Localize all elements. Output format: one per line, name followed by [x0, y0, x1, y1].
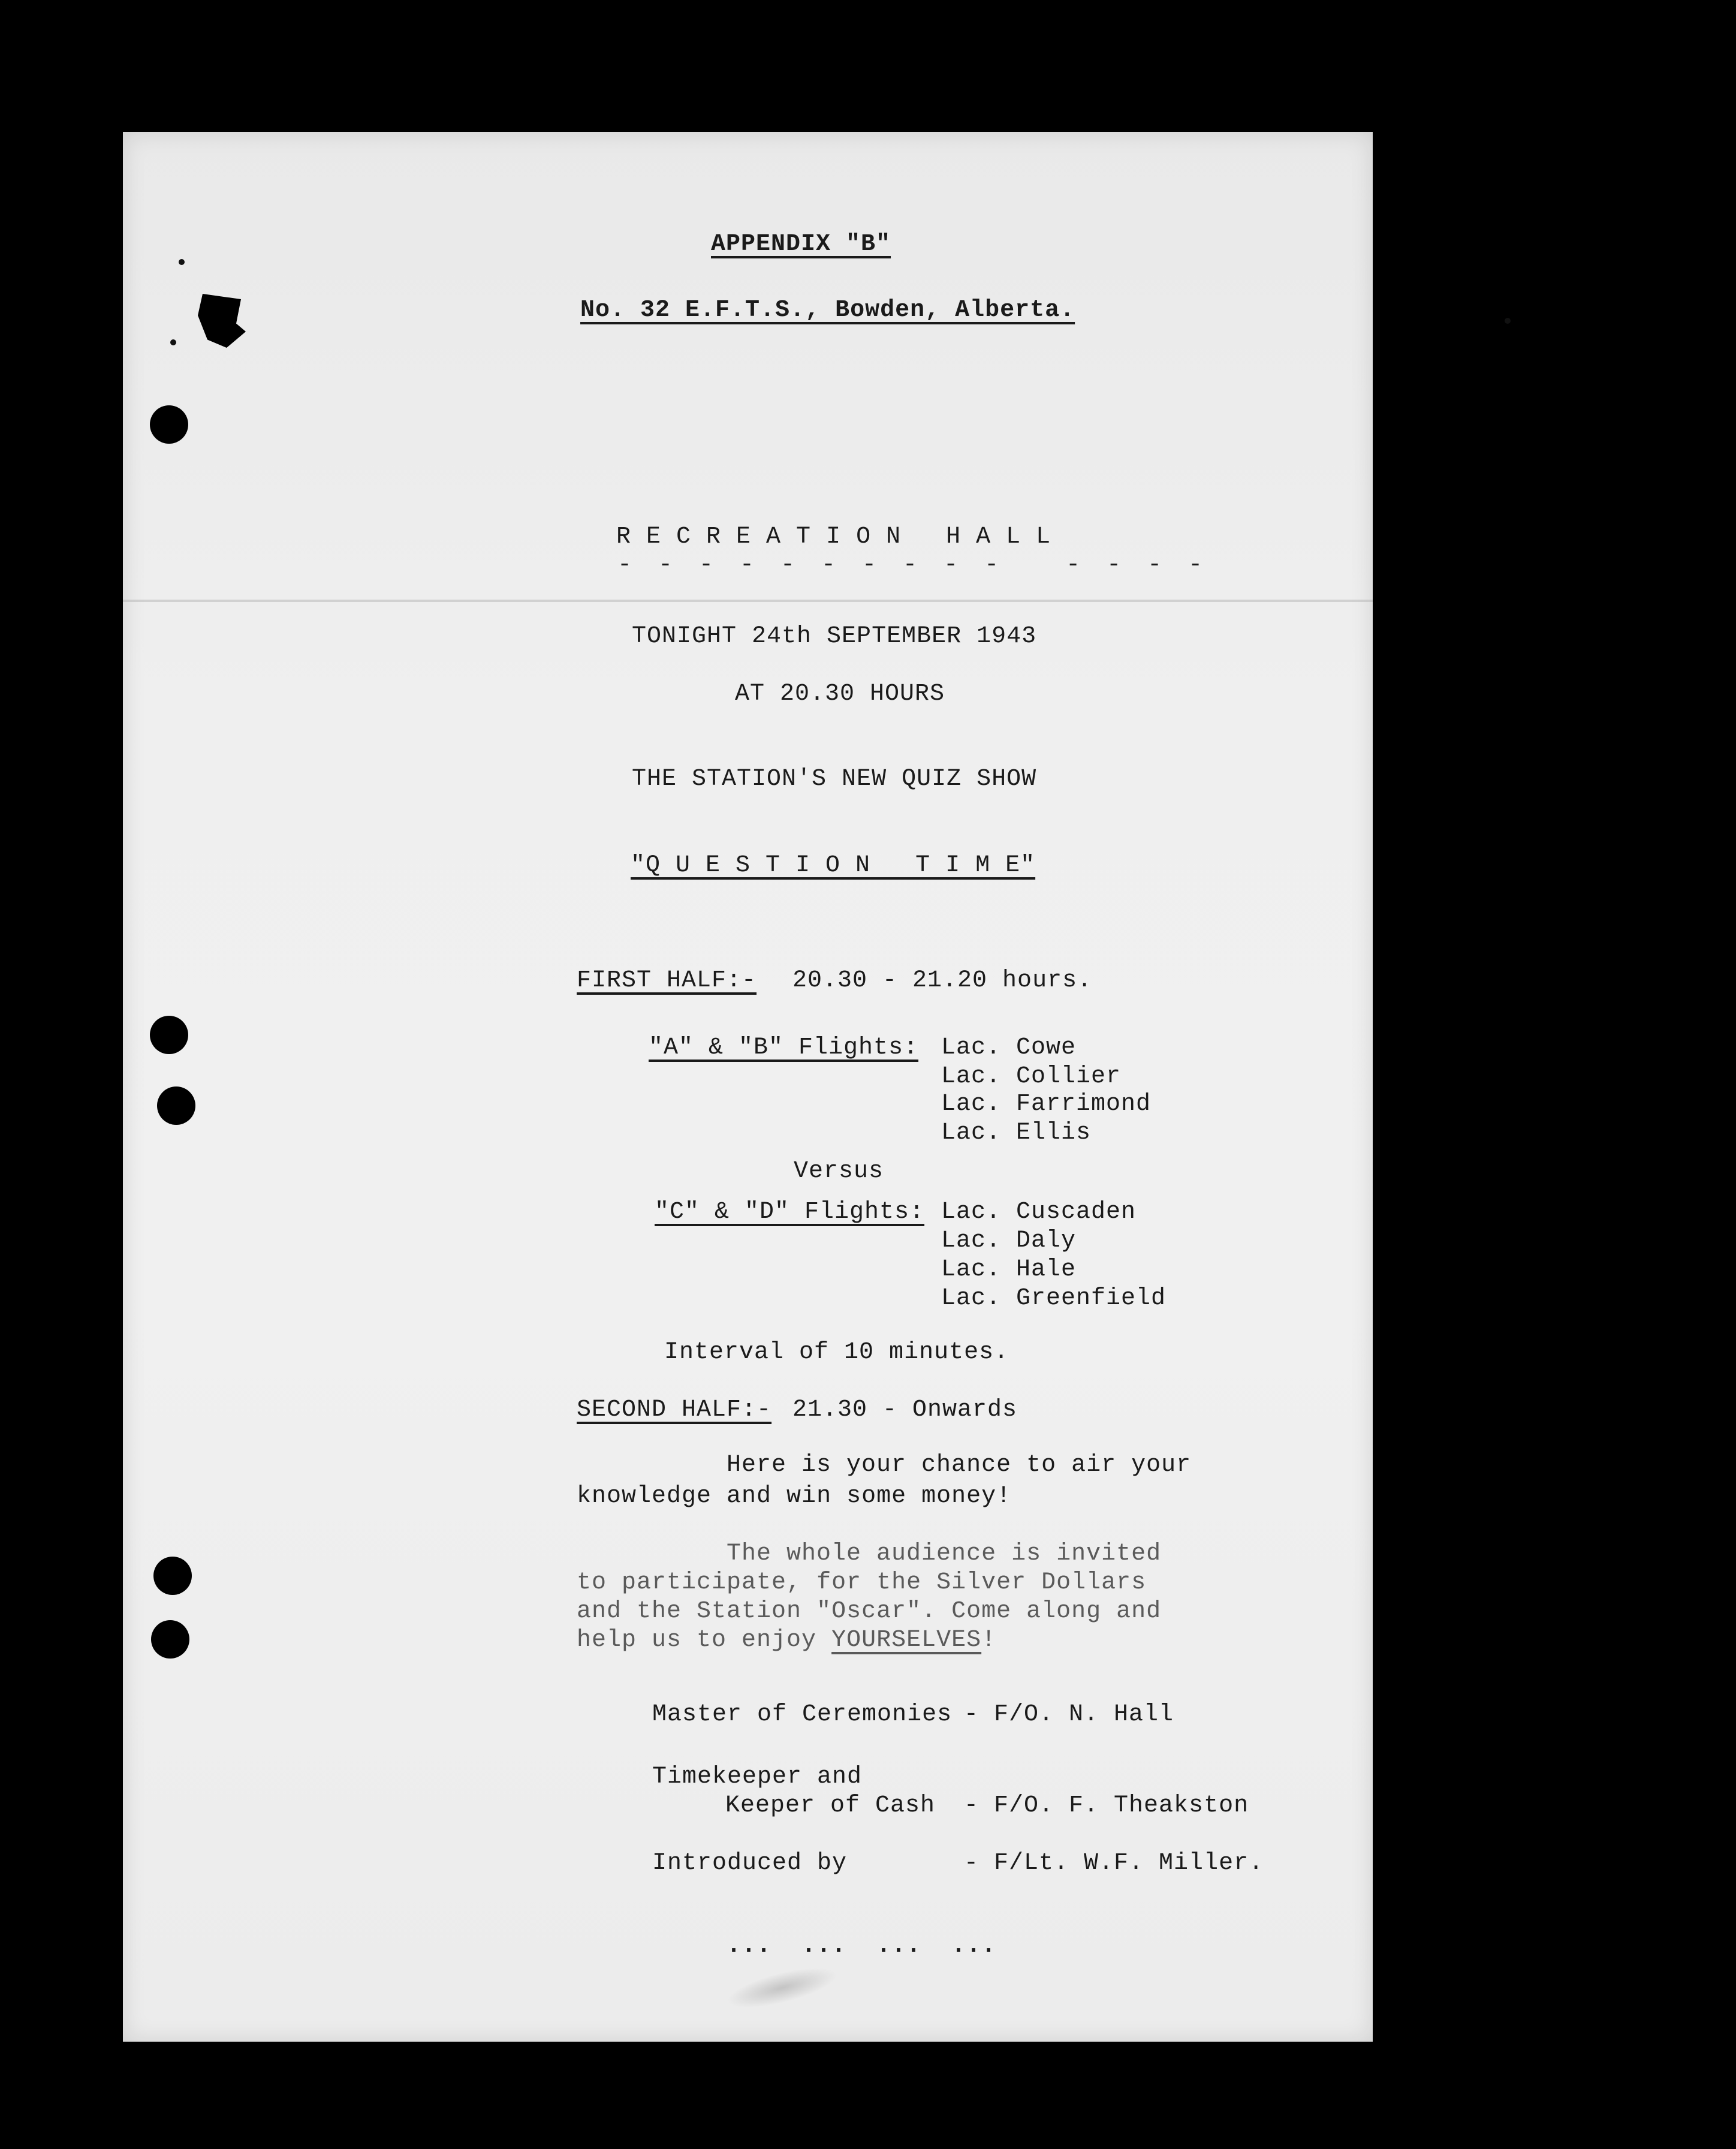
team-a-member: Lac. Farrimond [941, 1091, 1152, 1118]
credit-role: Timekeeper and [652, 1763, 863, 1790]
venue-underline: - - - - - - - - - - - - - - [617, 552, 1209, 579]
punch-hole [153, 1557, 192, 1595]
credit-role: Master of Ceremonies [652, 1701, 953, 1728]
appendix-heading: APPENDIX "B" [711, 231, 891, 258]
second-half-time: 21.30 - Onwards [792, 1396, 1018, 1423]
credit-role: Introduced by [652, 1850, 848, 1877]
punch-hole [150, 1016, 188, 1054]
event-time: AT 20.30 HOURS [735, 681, 945, 708]
credit-name: - F/Lt. W.F. Miller. [964, 1850, 1264, 1877]
emphasis-text: YOURSELVES [831, 1627, 982, 1654]
team-b-label: "C" & "D" Flights: [655, 1199, 925, 1226]
page-fold-line [123, 600, 1373, 602]
versus-label: Versus [794, 1158, 884, 1185]
credit-name: - F/O. N. Hall [964, 1701, 1174, 1728]
team-b-member: Lac. Daly [941, 1227, 1077, 1254]
team-b-member: Lac. Cuscaden [941, 1199, 1137, 1226]
paragraph-line: Here is your chance to air your [727, 1452, 1192, 1479]
show-title: "Q U E S T I O N T I M E" [631, 852, 1036, 879]
closing-ellipsis: ... ... ... ... [727, 1933, 997, 1960]
first-half-label: FIRST HALF:- [577, 967, 757, 994]
credit-role: Keeper of Cash [725, 1792, 936, 1819]
team-b-member: Lac. Hale [941, 1256, 1077, 1283]
document-page [123, 132, 1373, 2042]
venue-title: R E C R E A T I O N H A L L [616, 523, 1051, 550]
team-a-label: "A" & "B" Flights: [649, 1034, 919, 1061]
interval-note: Interval of 10 minutes. [664, 1339, 1009, 1366]
unit-heading: No. 32 E.F.T.S., Bowden, Alberta. [580, 297, 1075, 324]
team-a-member: Lac. Ellis [941, 1119, 1092, 1146]
show-announcement: THE STATION'S NEW QUIZ SHOW [632, 766, 1037, 793]
punch-hole [150, 405, 188, 444]
event-date: TONIGHT 24th SEPTEMBER 1943 [632, 623, 1037, 650]
paragraph-line: and the Station "Oscar". Come along and [577, 1598, 1162, 1625]
punch-hole [151, 1620, 189, 1659]
paragraph-line: knowledge and win some money! [577, 1483, 1012, 1510]
speck [179, 259, 185, 265]
first-half-time: 20.30 - 21.20 hours. [792, 967, 1093, 994]
credit-name: - F/O. F. Theakston [964, 1792, 1249, 1819]
paragraph-line: The whole audience is invited [727, 1540, 1162, 1567]
team-a-member: Lac. Cowe [941, 1034, 1077, 1061]
speck [170, 339, 176, 345]
paragraph-line: to participate, for the Silver Dollars [577, 1569, 1147, 1596]
paragraph-text: ! [981, 1627, 997, 1654]
team-b-member: Lac. Greenfield [941, 1285, 1167, 1312]
punch-hole [157, 1086, 195, 1125]
paragraph-line [577, 1629, 996, 1653]
paragraph-text: help us to enjoy [577, 1627, 832, 1654]
speck [1505, 318, 1511, 324]
team-a-member: Lac. Collier [941, 1063, 1122, 1090]
second-half-label: SECOND HALF:- [577, 1396, 772, 1423]
